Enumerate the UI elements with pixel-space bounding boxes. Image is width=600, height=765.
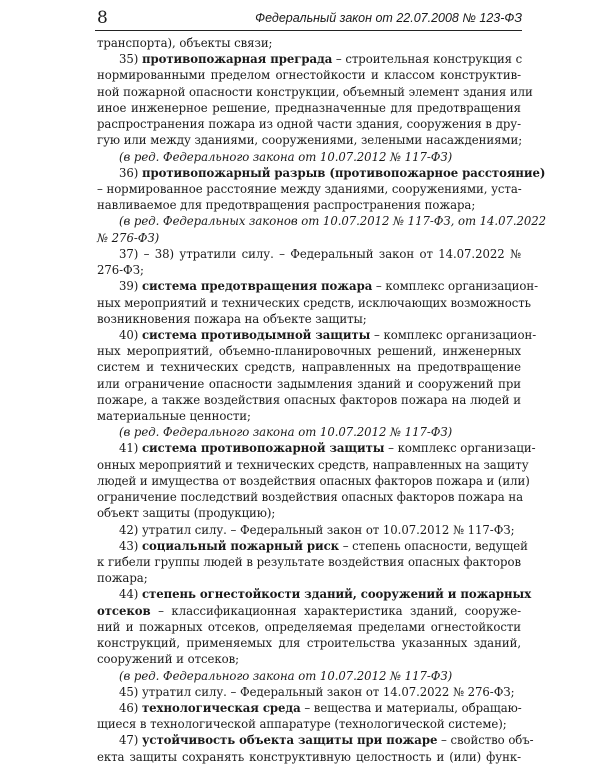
text-run: 41) [119, 441, 142, 456]
text-line [97, 749, 521, 765]
text-line [97, 213, 547, 229]
text-run: навливаемое для предотвращения распространения пожара; [97, 198, 476, 213]
text-line [97, 311, 521, 327]
page-number: 8 [97, 8, 108, 28]
text-run: – комплекс организацион- [370, 327, 537, 342]
text-run: 43) [119, 538, 142, 553]
text-line [97, 230, 521, 246]
text-run: (в ред. Федерального закона от 10.07.2012 № 117-ФЗ) [119, 668, 453, 683]
text-run: конструкций, применяемых для строительства указанных зданий, [97, 636, 521, 651]
text-run: материальные ценности; [97, 409, 251, 424]
text-line [97, 489, 524, 505]
text-line [97, 132, 521, 148]
text-line [97, 197, 521, 213]
text-line [97, 505, 521, 521]
text-line [97, 165, 546, 181]
text-run: 36) [119, 165, 142, 180]
text-line [97, 716, 521, 732]
text-line [97, 35, 521, 51]
text-run: ограничение последствий воздействия опасных факторов пожара на [97, 490, 524, 505]
text-run: или ограничение опасности задымления зданий и сооружений при [97, 376, 521, 391]
text-run: ных мероприятий и технических средств, исключающих возможность [97, 295, 531, 310]
text-run: № 276-ФЗ) [97, 230, 160, 245]
term-bold: система предотвращения пожара [141, 279, 373, 294]
text-run: ных мероприятий, объемно-планировочных решений, инженерных [97, 344, 521, 359]
text-line [97, 359, 521, 375]
text-run: – степень опасности, ведущей [339, 538, 528, 553]
text-line [97, 570, 521, 586]
text-line [97, 635, 521, 651]
term-bold: отсеков [97, 603, 151, 618]
text-line [97, 246, 521, 262]
text-line [97, 684, 521, 700]
text-run: 35) [119, 52, 142, 67]
text-run: (в ред. Федерального закона от 10.07.2012 № 117-ФЗ) [119, 149, 453, 164]
text-line [97, 619, 521, 635]
text-line [97, 651, 521, 667]
term-bold: система противопожарной защиты [141, 441, 385, 456]
text-run: онных мероприятий и технических средств, направленных на защиту [97, 457, 529, 472]
text-run: 44) [119, 587, 142, 602]
text-line [97, 149, 521, 165]
text-line [97, 538, 528, 554]
text-line [97, 440, 536, 456]
text-line [97, 473, 530, 489]
text-run: – строительная конструкция с [332, 52, 523, 67]
text-line [97, 376, 521, 392]
text-line [97, 116, 521, 132]
text-run: 45) утратил силу. – Федеральный закон от 14.07.2022 № 276-ФЗ; [119, 684, 515, 699]
text-line [97, 668, 521, 684]
text-line [97, 700, 521, 716]
text-line [97, 424, 521, 440]
page-header [95, 8, 522, 31]
text-run: 39) [119, 279, 142, 294]
text-run: – свойство объ- [437, 733, 534, 748]
term-bold: степень огнестойкости зданий, сооружений и пожарных [141, 587, 532, 602]
text-run: щиеся в технологической аппаратуре (технологической системе); [97, 717, 507, 732]
text-line [97, 392, 521, 408]
text-run: (в ред. Федеральных законов от 10.07.2012 № 117-ФЗ, от 14.07.2022 [119, 214, 547, 229]
text-run: систем и технических средств, направленных на предотвращение [97, 360, 521, 375]
text-run: транспорта), объекты связи; [97, 36, 273, 50]
text-run: – классификационная характеристика зданий, сооруже- [150, 603, 521, 618]
term-bold: технологическая среда [141, 700, 301, 715]
text-run: ной пожарной опасности конструкции, объемный элемент здания или [97, 84, 533, 99]
text-run: возникновения пожара на объекте защиты; [97, 311, 367, 326]
text-line [97, 295, 531, 311]
text-line [97, 327, 537, 343]
text-run: – комплекс организацион- [372, 279, 538, 294]
text-run: 40) [119, 327, 142, 342]
text-line [97, 343, 521, 359]
text-run: иное инженерное решение, предназначенные для предотвращения [97, 100, 521, 115]
text-run: нормированными пределом огнестойкости и классом конструктив- [97, 68, 521, 83]
text-line [97, 554, 521, 570]
text-run: сооружений и отсеков; [97, 652, 240, 667]
text-run: – вещества и материалы, обращаю- [300, 700, 522, 715]
text-line [97, 100, 521, 116]
term-bold: устойчивость объекта защиты при пожаре [141, 733, 438, 748]
text-line [97, 67, 521, 83]
term-bold: противопожарная преграда [141, 52, 333, 67]
text-run: объект защиты (продукцию); [97, 506, 276, 521]
text-line [97, 84, 533, 100]
text-run: 37) – 38) утратили силу. – Федеральный закон от 14.07.2022 № [119, 246, 521, 261]
text-run: пожаре, а также воздействия опасных факторов пожара на людей и [97, 392, 521, 407]
text-run: к гибели группы людей в результате воздействия опасных факторов [97, 555, 521, 569]
text-run: 276-ФЗ; [97, 263, 144, 278]
text-line [97, 278, 538, 294]
term-bold: противопожарный разрыв (противопожарное расстояние) [141, 165, 546, 180]
text-run: – комплекс организаци- [384, 441, 536, 456]
text-run: (в ред. Федерального закона от 10.07.2012 № 117-ФЗ) [119, 425, 453, 440]
text-run: гую или между зданиями, сооружениями, зелеными насаждениями; [97, 133, 523, 148]
text-line [97, 732, 534, 748]
text-line [97, 262, 521, 278]
text-line [97, 408, 521, 424]
text-run: людей и имущества от воздействия опасных факторов пожара и (или) [97, 473, 530, 488]
text-line [97, 603, 521, 619]
text-run: пожара; [97, 571, 148, 586]
text-run: ний и пожарных отсеков, определяемая пределами огнестойкости [97, 619, 521, 634]
text-line [97, 522, 521, 538]
text-run: распространения пожара из одной части здания, сооружения в дру- [97, 117, 521, 132]
running-title: Федеральный закон от 22.07.2008 № 123-ФЗ [255, 11, 522, 25]
term-bold: социальный пожарный риск [141, 538, 340, 553]
term-bold: система противодымной защиты [141, 327, 371, 342]
document-body [97, 35, 547, 765]
text-run: 42) утратил силу. – Федеральный закон от 10.07.2012 № 117-ФЗ; [119, 522, 515, 537]
text-run: – нормированное расстояние между зданиями, сооружениями, уста- [97, 181, 522, 196]
text-run: 47) [119, 733, 142, 748]
text-line [97, 51, 521, 67]
text-line [97, 586, 532, 602]
text-run: 46) [119, 700, 142, 715]
text-run: екта защиты сохранять конструктивную целостность и (или) функ- [97, 749, 521, 764]
text-line [97, 181, 521, 197]
text-line [97, 457, 529, 473]
